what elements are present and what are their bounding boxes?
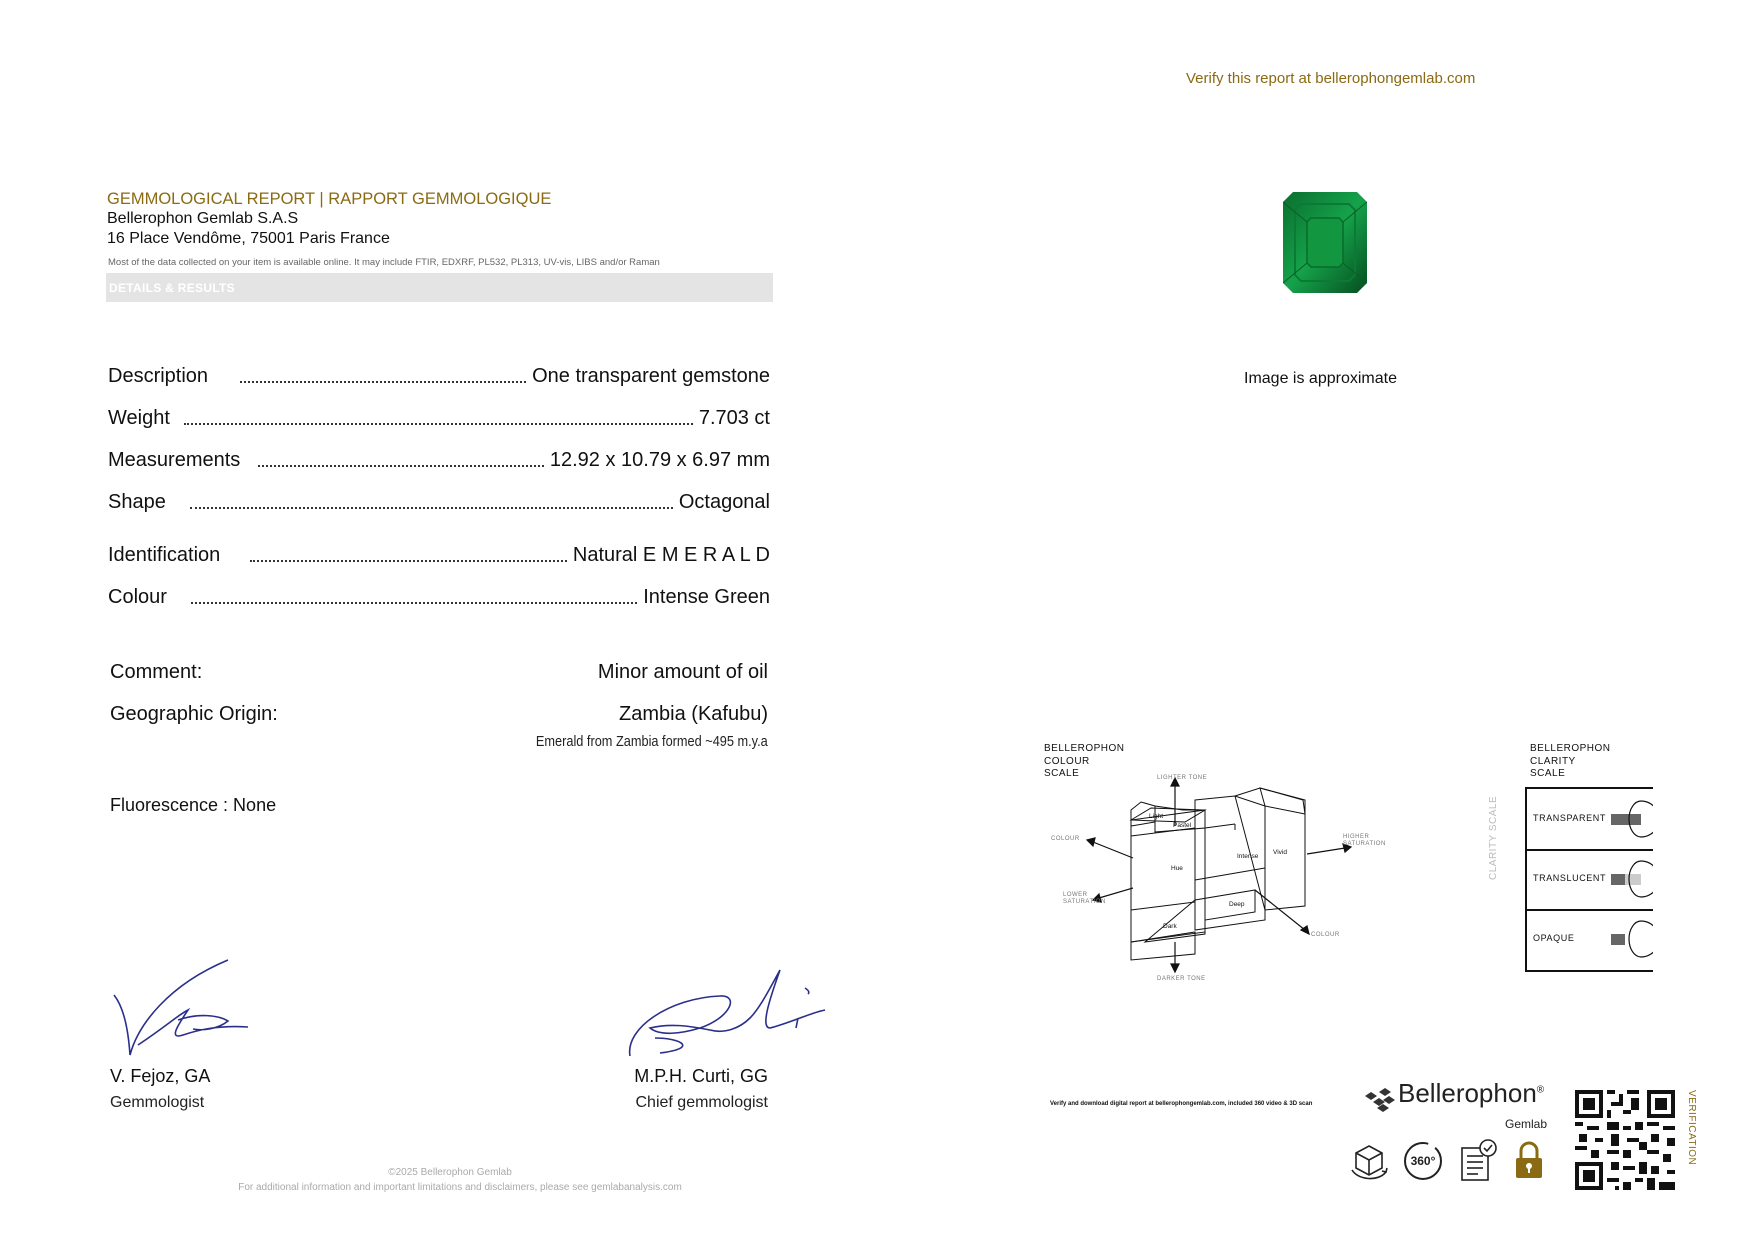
signatory-1-name: V. Fejoz, GA: [110, 1066, 211, 1086]
detail-label: Weight: [108, 407, 170, 429]
clarity-level-label: OPAQUE: [1533, 933, 1575, 943]
label-darker-tone: DARKER TONE: [1157, 976, 1206, 980]
detail-row-weight: [108, 404, 770, 430]
label-lower: LOWER: [1063, 892, 1088, 898]
3d-scan-icon[interactable]: [1348, 1140, 1390, 1182]
detail-label: Colour: [108, 586, 167, 608]
detail-row-measurements: [108, 446, 770, 472]
clarity-opaque-icon: [1611, 919, 1653, 959]
company-name: Bellerophon Gemlab S.A.S: [107, 210, 299, 227]
label-vivid: Vivid: [1273, 849, 1287, 856]
detail-value: 12.92 x 10.79 x 6.97 mm: [549, 449, 770, 471]
brand-name-text: Bellerophon: [1398, 1078, 1537, 1108]
details-section-label: DETAILS & RESULTS: [109, 281, 235, 295]
brand-reg-mark: ®: [1536, 1084, 1545, 1096]
company-address: 16 Place Vendôme, 75001 Paris France: [107, 230, 390, 247]
detail-value: One transparent gemstone: [532, 365, 770, 387]
label-higher: HIGHER: [1343, 834, 1370, 840]
signatory-2-role: Chief gemmologist: [635, 1094, 768, 1111]
digital-report-icon[interactable]: [1458, 1138, 1498, 1182]
detail-value: Octagonal: [678, 491, 770, 513]
signatory-2-name: M.P.H. Curti, GG: [634, 1066, 768, 1086]
label-deep: Deep: [1229, 901, 1245, 908]
details-section-bar: [106, 273, 773, 302]
brand-sub: Gemlab: [1505, 1117, 1548, 1131]
label-lower-sat: SATURATION: [1063, 899, 1106, 905]
clarity-transparent-icon: [1611, 799, 1653, 839]
clarity-scale-heading-line: BELLEROPHON: [1530, 743, 1611, 754]
signature-fejoz: [108, 955, 258, 1065]
signature-curti: [620, 968, 830, 1068]
detail-row-colour: [108, 583, 770, 609]
clarity-level-label: TRANSLUCENT: [1533, 873, 1607, 883]
footer-copyright: ©2025 Bellerophon Gemlab: [388, 1167, 512, 1178]
label-higher-sat: SATURATION: [1343, 841, 1386, 847]
clarity-level-translucent: [1527, 849, 1653, 911]
label-intense: Intense: [1237, 853, 1259, 860]
bellerophon-logo-icon: [1365, 1088, 1395, 1114]
comment-value: Minor amount of oil: [597, 661, 768, 683]
clarity-scale-side-label: CLARITY SCALE: [1488, 795, 1499, 880]
image-caption: Image is approximate: [1244, 370, 1397, 387]
label-dark: Dark: [1163, 923, 1177, 930]
clarity-translucent-icon: [1611, 859, 1653, 899]
clarity-scale-heading-line: CLARITY: [1530, 755, 1576, 767]
colour-scale-heading-line: BELLEROPHON: [1044, 743, 1125, 754]
label-hue: Hue: [1171, 865, 1183, 872]
gemstone-image: [1283, 192, 1367, 293]
label-lighter-tone: LIGHTER TONE: [1157, 775, 1208, 781]
verification-label: VERIFICATION: [1686, 1090, 1697, 1166]
detail-row-shape: [108, 488, 770, 514]
data-note: Most of the data collected on your item is available online. It may include FTIR, EDXRF, PL532, PL313, UV-vis, LIBS and/or Raman: [108, 257, 660, 268]
clarity-level-label: TRANSPARENT: [1533, 813, 1606, 823]
clarity-scale-heading: [1530, 743, 1611, 781]
video-360-icon[interactable]: [1402, 1140, 1444, 1182]
label-light: Light: [1149, 813, 1164, 820]
fluorescence: Fluorescence : None: [110, 795, 277, 815]
clarity-scale-heading-line: SCALE: [1530, 768, 1566, 779]
detail-row-description: [108, 362, 770, 388]
download-note: Verify and download digital report at bellerophongemlab.com, included 360 video & 3D scan: [1050, 1101, 1313, 1107]
comment-label: Comment:: [110, 661, 203, 683]
origin-value: Zambia (Kafubu): [619, 703, 768, 725]
detail-value: Intense Green: [643, 586, 770, 608]
signatory-1-role: Gemmologist: [110, 1094, 205, 1111]
clarity-level-opaque: [1527, 909, 1653, 969]
detail-value: Natural E M E R A L D: [572, 544, 770, 566]
clarity-scale-box: [1525, 787, 1653, 972]
footer-disclaimer: For additional information and important limitations and disclaimers, please see gemlabanalysis.com: [238, 1182, 682, 1193]
colour-scale-heading-line: COLOUR: [1044, 755, 1090, 767]
colour-scale-heading-line: SCALE: [1044, 768, 1080, 779]
clarity-level-transparent: [1527, 789, 1653, 851]
brand-name: [1398, 1078, 1544, 1109]
video-360-label: 360°: [1410, 1154, 1436, 1168]
origin-note: Emerald from Zambia formed ~495 m.y.a: [536, 733, 768, 750]
detail-label: Identification: [108, 544, 221, 566]
qr-code[interactable]: [1575, 1090, 1675, 1190]
detail-label: Measurements: [108, 449, 241, 471]
label-colour-right: COLOUR: [1311, 932, 1340, 938]
origin-label: Geographic Origin:: [110, 703, 278, 725]
verify-link[interactable]: Verify this report at bellerophongemlab.com: [1186, 70, 1476, 87]
lock-icon: [1514, 1140, 1544, 1180]
detail-row-identification: [108, 541, 770, 567]
detail-value: 7.703 ct: [698, 407, 770, 429]
detail-label: Shape: [108, 491, 166, 513]
colour-scale-diagram: [1045, 770, 1395, 980]
label-pastel: Pastel: [1173, 822, 1192, 829]
report-title: GEMMOLOGICAL REPORT | RAPPORT GEMMOLOGIQUE: [107, 190, 552, 208]
detail-label: Description: [108, 365, 209, 387]
label-colour-left: COLOUR: [1051, 836, 1080, 842]
